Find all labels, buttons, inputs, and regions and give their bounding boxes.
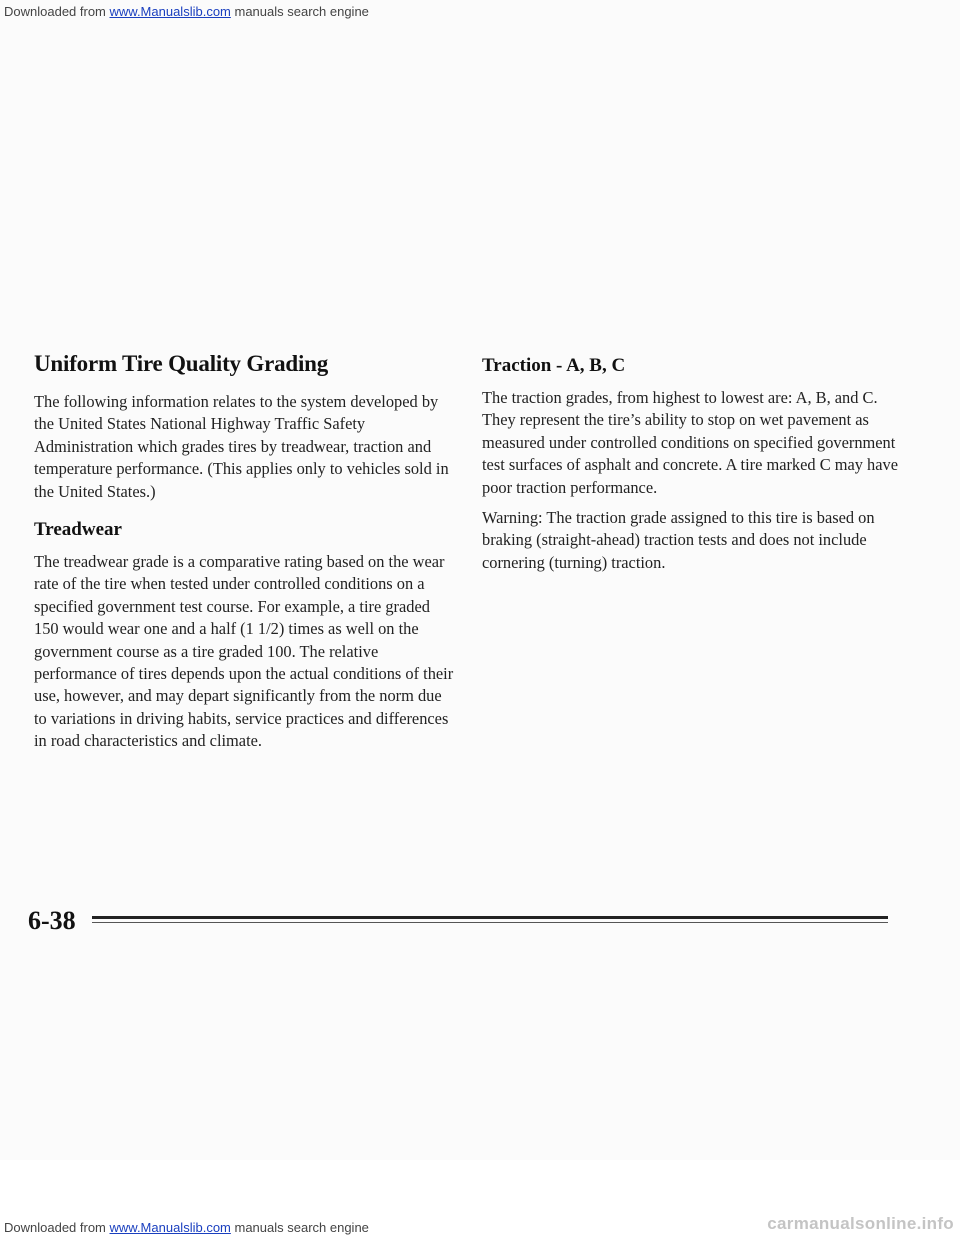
right-column	[482, 345, 902, 582]
banner-suffix: manuals search engine	[230, 4, 369, 19]
left-column	[34, 345, 454, 761]
download-banner-top	[0, 0, 960, 20]
footer-rule	[92, 916, 888, 919]
site-watermark: carmanualsonline.info	[767, 1214, 954, 1233]
intro-paragraph: The following information relates to the system developed by the United States National Highway Traffic Safety Administration which grades tires by treadwear, traction and temperature performance. (This applies only to vehicles sold in the United States.)	[34, 392, 449, 501]
manualslib-link[interactable]: www.Manualslib.com	[109, 1220, 231, 1235]
traction-paragraph: The traction grades, from highest to lowest are: A, B, and C. They represent the tire’s ability to stop on wet pavement as measured under controlled conditions on specified government test surfaces of asphalt and concrete. A tire marked C may have poor traction performance.	[482, 388, 898, 497]
banner-suffix: manuals search engine	[230, 1220, 369, 1235]
warning-paragraph: Warning: The traction grade assigned to this tire is based on braking (straight-ahead) traction tests and does not include cornering (turning) traction.	[482, 508, 875, 572]
banner-prefix: Downloaded from	[4, 4, 110, 19]
treadwear-paragraph: The treadwear grade is a comparative rating based on the wear rate of the tire when tested under controlled conditions on a specified government test course. For example, a tire graded 150 would wear one and a half (1 1/2) times as well on the government course as a tire graded 100. The relative performance of tires depends upon the actual conditions of their use, however, and may depart significantly from the norm due to variations in driving habits, service practices and differences in road characteristics and climate.	[34, 552, 454, 751]
banner-prefix: Downloaded from	[4, 1220, 110, 1235]
page-number: 6-38	[28, 906, 76, 935]
treadwear-heading: Treadwear	[34, 519, 122, 541]
footer-rule-thin	[92, 922, 888, 923]
manualslib-link[interactable]: www.Manualslib.com	[109, 4, 231, 19]
traction-heading: Traction - A, B, C	[482, 355, 626, 376]
section-title: Uniform Tire Quality Grading	[34, 351, 329, 376]
